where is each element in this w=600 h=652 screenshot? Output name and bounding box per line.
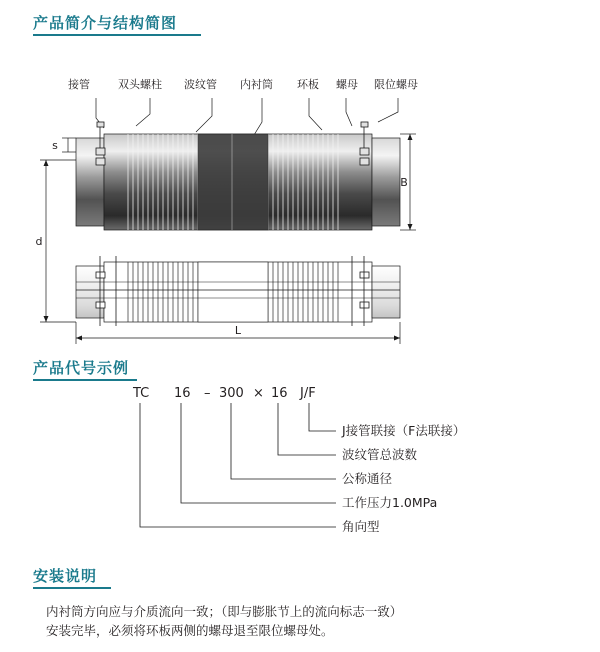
install-line-1: 安装完毕，必须将环板两侧的螺母退至限位螺母处。 — [46, 623, 334, 638]
dim-label-d: d — [35, 235, 43, 248]
structure-diagram — [0, 60, 600, 350]
code-legend-4: 角向型 — [342, 519, 380, 534]
code-token-2: – — [204, 386, 211, 401]
section-rule-intro — [33, 34, 201, 36]
code-token-0: TC — [133, 386, 150, 401]
callout-label-2: 波纹管 — [184, 78, 217, 91]
callout-label-4: 环板 — [297, 78, 319, 91]
code-legend-0: J接管联接（F法联接） — [342, 423, 466, 438]
bottom-view — [76, 256, 400, 326]
top-view — [76, 122, 400, 230]
dim-label-B: B — [400, 176, 408, 189]
code-token-3: 300 — [219, 386, 244, 401]
dim-label-L: L — [234, 324, 242, 337]
section-title-intro: 产品简介与结构简图 — [33, 14, 178, 32]
callout-label-6: 限位螺母 — [374, 78, 418, 91]
code-legend-2: 公称通径 — [342, 471, 393, 486]
code-token-4: × — [253, 386, 264, 401]
callout-label-3: 内衬筒 — [240, 78, 273, 91]
install-line-0: 内衬筒方向应与介质流向一致；（即与膨胀节上的流向标志一致） — [46, 604, 403, 619]
code-token-6: J/F — [300, 386, 316, 401]
code-legend-1: 波纹管总波数 — [342, 447, 418, 462]
section-title-install: 安装说明 — [33, 567, 98, 585]
dim-label-s: s — [52, 139, 58, 152]
callout-label-5: 螺母 — [336, 78, 358, 91]
section-rule-code — [33, 379, 137, 381]
code-token-1: 16 — [174, 386, 191, 401]
callout-label-0: 接管 — [68, 78, 90, 91]
callout-label-1: 双头螺柱 — [118, 78, 162, 91]
code-token-5: 16 — [271, 386, 288, 401]
product-code-diagram — [0, 383, 600, 548]
section-rule-install — [33, 587, 111, 589]
code-legend-3: 工作压力1.0MPa — [342, 495, 438, 510]
section-title-code: 产品代号示例 — [33, 359, 130, 377]
install-instructions — [46, 602, 402, 640]
